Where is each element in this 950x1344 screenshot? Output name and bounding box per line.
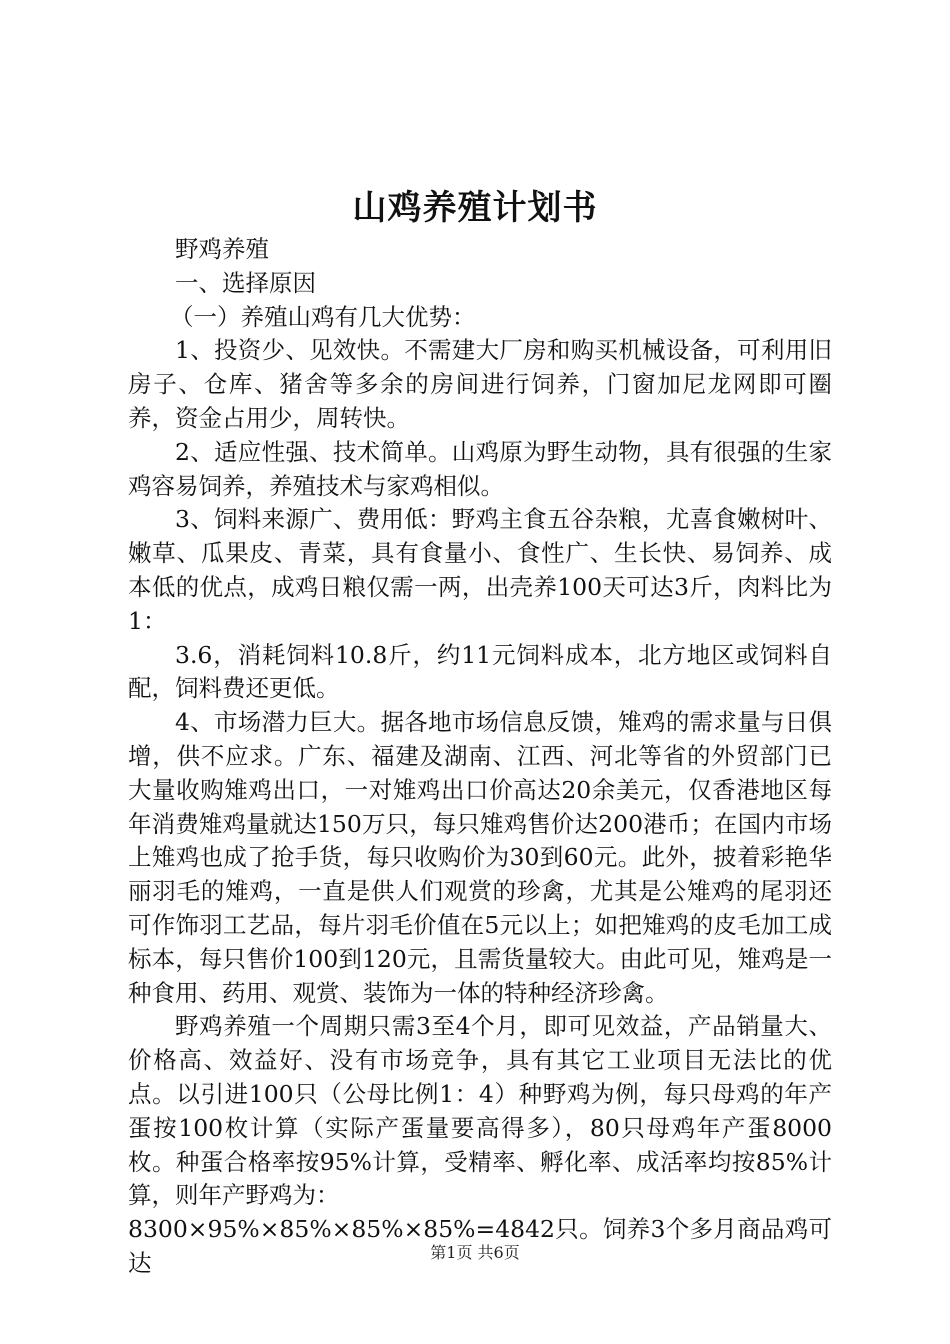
paragraph-section-label: 野鸡养殖 — [175, 235, 269, 263]
paragraph-advantage-1: 1、投资少、见效快。不需建大厂房和购买机械设备，可利用旧房子、仓库、猪舍等多余的房间进行饲养，门窗加尼龙网即可圈养，资金占用少，周转快。 — [128, 336, 832, 432]
document-body — [128, 233, 832, 1281]
paragraph-subheading-advantages: （一）养殖山鸡有几大优势： — [170, 302, 476, 331]
paragraph-calculation: 8300×95%×85%×85%×85%=4842只。饲养3个多月商品鸡可达 — [128, 1215, 832, 1277]
paragraph-feed-cost: 3.6，消耗饲料10.8斤，约11元饲料成本，北方地区或饲料自配，饲料费还更低。 — [128, 640, 832, 703]
paragraph-advantage-4: 4、市场潜力巨大。据各地市场信息反馈，雉鸡的需求量与日俱增，供不应求。广东、福建及湖南、江西、河北等省的外贸部门已大量收购雉鸡出口，一对雉鸡出口价高达20余美元，仅香港地区每年消费雉鸡量就达150万只，每只雉鸡售价达200港币；在国内市场上雉鸡也成了抢手货，每只收购价为30到60元。此外，披着彩艳华丽羽毛的雉鸡，一直是供人们观赏的珍禽，尤其是公雉鸡的尾羽还可作饰羽工艺品，每片羽毛价值在5元以上；如把雉鸡的皮毛加工成标本，每只售价100到120元，且需货量较大。由此可见，雉鸡是一种食用、药用、观赏、装饰为一体的特种经济珍禽。 — [128, 708, 832, 1007]
page-number-footer: 第1页 共6页 — [430, 1243, 520, 1262]
paragraph-advantage-3: 3、饲料来源广、费用低：野鸡主食五谷杂粮，尤喜食嫩树叶、嫩草、瓜果皮、青菜，具有食量小、食性广、生长快、易饲养、成本低的优点，成鸡日粮仅需一两，出壳养100天可达3斤，肉料比为1： — [128, 505, 832, 635]
paragraph-advantage-2: 2、适应性强、技术简单。山鸡原为野生动物，具有很强的生家鸡容易饲养，养殖技术与家鸡相似。 — [128, 437, 832, 500]
paragraph-cycle-benefit: 野鸡养殖一个周期只需3至4个月，即可见效益，产品销量大、价格高、效益好、没有市场竞争，具有其它工业项目无法比的优点。以引进100只（公母比例1：4）种野鸡为例，每只母鸡的年产蛋按100枚计算（实际产蛋量要高得多），80只母鸡年产蛋8000枚。种蛋合格率按95%计算，受精率、孵化率、成活率均按85%计算，则年产野鸡为： — [128, 1012, 832, 1210]
document-title: 山鸡养殖计划书 — [352, 188, 598, 228]
paragraph-heading-reasons: 一、选择原因 — [175, 268, 316, 297]
